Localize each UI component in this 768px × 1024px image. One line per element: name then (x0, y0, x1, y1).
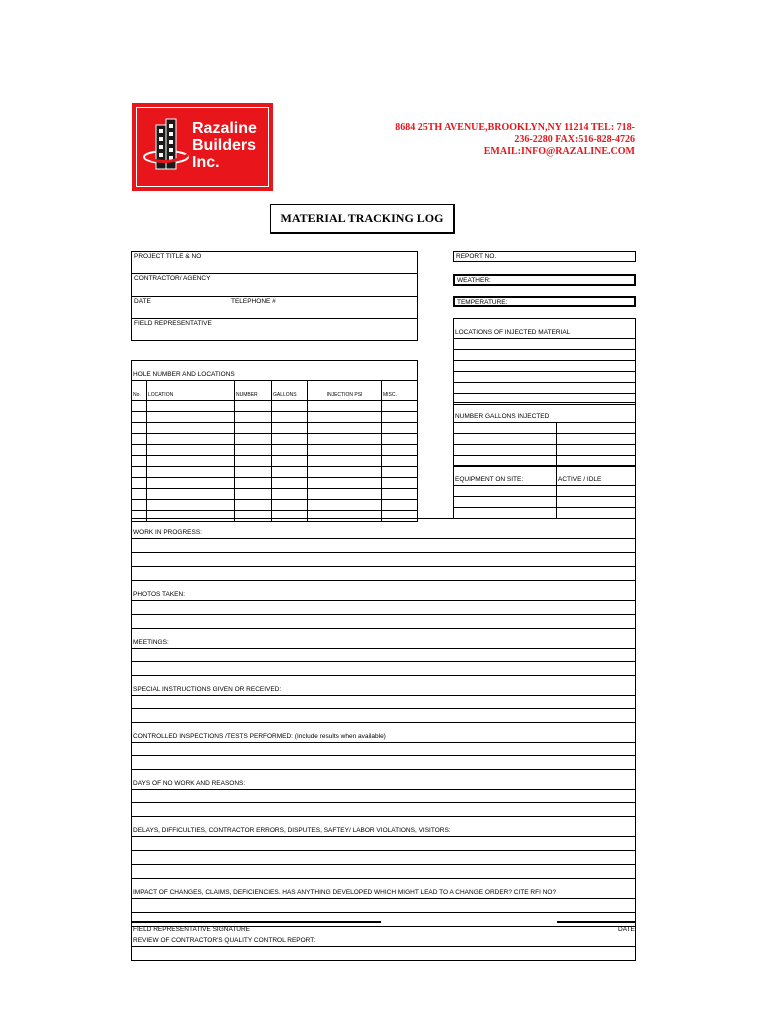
table-row[interactable] (132, 899, 636, 913)
quality-control-review-label: REVIEW OF CONTRACTOR'S QUALITY CONTROL REPORT: (132, 927, 636, 947)
table-row[interactable] (454, 383, 636, 394)
page-title: MATERIAL TRACKING LOG (270, 204, 455, 234)
table-row[interactable] (132, 567, 636, 581)
equipment-table (453, 465, 636, 519)
table-row[interactable] (132, 478, 418, 489)
weather-field[interactable] (453, 274, 636, 286)
hole-table-title: HOLE NUMBER AND LOCATIONS (132, 361, 418, 381)
table-row[interactable] (132, 467, 418, 478)
table-row[interactable] (132, 649, 636, 662)
locations-injected-header: LOCATIONS OF INJECTED MATERIAL (454, 319, 636, 339)
table-row[interactable] (132, 790, 636, 803)
column-header: GALLONS (272, 381, 308, 401)
table-cell[interactable] (454, 434, 557, 445)
address-line-3: EMAIL:INFO@RAZALINE.COM (483, 146, 635, 157)
table-row[interactable] (132, 662, 636, 676)
report-sections-table (131, 518, 636, 961)
table-cell[interactable] (557, 434, 636, 445)
contractor-field[interactable] (131, 273, 418, 297)
date-label: DATE (134, 298, 151, 305)
date-telephone-field[interactable] (131, 296, 418, 319)
work-in-progress-label: WORK IN PROGRESS: (132, 519, 636, 539)
active-idle-header: ACTIVE / IDLE (557, 466, 636, 486)
gallons-injected-table (453, 402, 636, 467)
project-title-field[interactable] (131, 251, 418, 274)
building-icon (142, 117, 192, 175)
table-cell[interactable] (557, 445, 636, 456)
signature-date-label: DATE (618, 926, 635, 933)
photos-taken-label: PHOTOS TAKEN: (132, 581, 636, 601)
table-row[interactable] (132, 947, 636, 961)
table-row[interactable] (132, 803, 636, 817)
table-row[interactable] (454, 339, 636, 350)
column-header: NUMBER (235, 381, 272, 401)
table-cell[interactable] (557, 508, 636, 519)
locations-injected-table (453, 318, 636, 405)
project-title-label: PROJECT TITLE & NO (134, 253, 202, 260)
table-row[interactable] (132, 601, 636, 615)
table-cell[interactable] (557, 423, 636, 434)
signature-line[interactable] (131, 921, 381, 923)
days-no-work-label: DAYS OF NO WORK AND REASONS: (132, 770, 636, 790)
table-cell[interactable] (557, 497, 636, 508)
field-representative-label: FIELD REPRESENTATIVE (134, 320, 212, 327)
table-row[interactable] (132, 865, 636, 879)
field-representative-field[interactable] (131, 318, 418, 341)
inspections-label: CONTROLLED INSPECTIONS /TESTS PERFORMED: (Include results when available) (132, 723, 636, 743)
table-row[interactable] (132, 913, 636, 927)
table-row[interactable] (132, 696, 636, 709)
column-header: LOCATION (147, 381, 235, 401)
report-no-field[interactable] (453, 251, 636, 262)
company-address (370, 122, 635, 158)
table-row[interactable] (132, 615, 636, 629)
table-row[interactable] (132, 709, 636, 723)
equipment-header: EQUIPMENT ON SITE: (454, 466, 557, 486)
signature-label: FIELD REPRESENTATIVE SIGNATURE (133, 926, 251, 933)
report-no-label: REPORT NO. (456, 253, 497, 260)
table-cell[interactable] (454, 497, 557, 508)
hole-locations-table (131, 360, 418, 522)
logo-line-3: Inc. (192, 154, 220, 171)
table-row[interactable] (454, 350, 636, 361)
logo-line-2: Builders (192, 137, 257, 154)
meetings-label: MEETINGS: (132, 629, 636, 649)
table-row[interactable] (132, 837, 636, 851)
table-row[interactable] (132, 851, 636, 865)
table-row[interactable] (132, 401, 418, 412)
contractor-label: CONTRACTOR/ AGENCY (134, 275, 211, 282)
special-instructions-label: SPECIAL INSTRUCTIONS GIVEN OR RECEIVED: (132, 676, 636, 696)
address-line-1: 8684 25TH AVENUE,BROOKLYN,NY 11214 TEL: 718- (395, 122, 635, 133)
table-row[interactable] (132, 434, 418, 445)
logo-text (192, 120, 257, 171)
table-cell[interactable] (454, 423, 557, 434)
table-row[interactable] (454, 372, 636, 383)
hole-table-header-row (132, 381, 418, 401)
table-row[interactable] (132, 445, 418, 456)
table-row[interactable] (132, 539, 636, 553)
table-cell[interactable] (454, 508, 557, 519)
address-line-2: 236-2280 FAX:516-828-4726 (514, 134, 635, 145)
gallons-injected-header: NUMBER GALLONS INJECTED (454, 403, 636, 423)
table-cell[interactable] (557, 486, 636, 497)
table-row[interactable] (454, 361, 636, 372)
table-row[interactable] (132, 423, 418, 434)
table-cell[interactable] (454, 445, 557, 456)
table-row[interactable] (132, 756, 636, 770)
company-logo (132, 103, 273, 191)
impact-of-changes-label: IMPACT OF CHANGES, CLAIMS, DEFICIENCIES. HAS ANYTHING DEVELOPED WHICH MIGHT LEAD TO A CHANGE ORDER? CITE RFI NO? (132, 879, 636, 899)
column-header: INJECTION PSI (308, 381, 382, 401)
date-line[interactable] (557, 921, 636, 923)
table-row[interactable] (132, 412, 418, 423)
table-row[interactable] (132, 456, 418, 467)
temperature-label: TEMPERATURE: (457, 299, 508, 306)
table-row[interactable] (132, 743, 636, 756)
temperature-field[interactable] (453, 296, 636, 307)
delays-label: DELAYS, DIFFICULTIES, CONTRACTOR ERRORS, DISPUTES, SAFTEY/ LABOR VIOLATIONS, VISITORS: (132, 817, 636, 837)
table-cell[interactable] (454, 486, 557, 497)
column-header: MISC. (382, 381, 418, 401)
table-row[interactable] (132, 489, 418, 500)
table-row[interactable] (132, 553, 636, 567)
column-header: No. (132, 381, 147, 401)
weather-label: WEATHER: (457, 277, 491, 284)
telephone-label: TELEPHONE # (231, 298, 276, 305)
logo-line-1: Razaline (192, 120, 257, 137)
table-row[interactable] (132, 500, 418, 511)
